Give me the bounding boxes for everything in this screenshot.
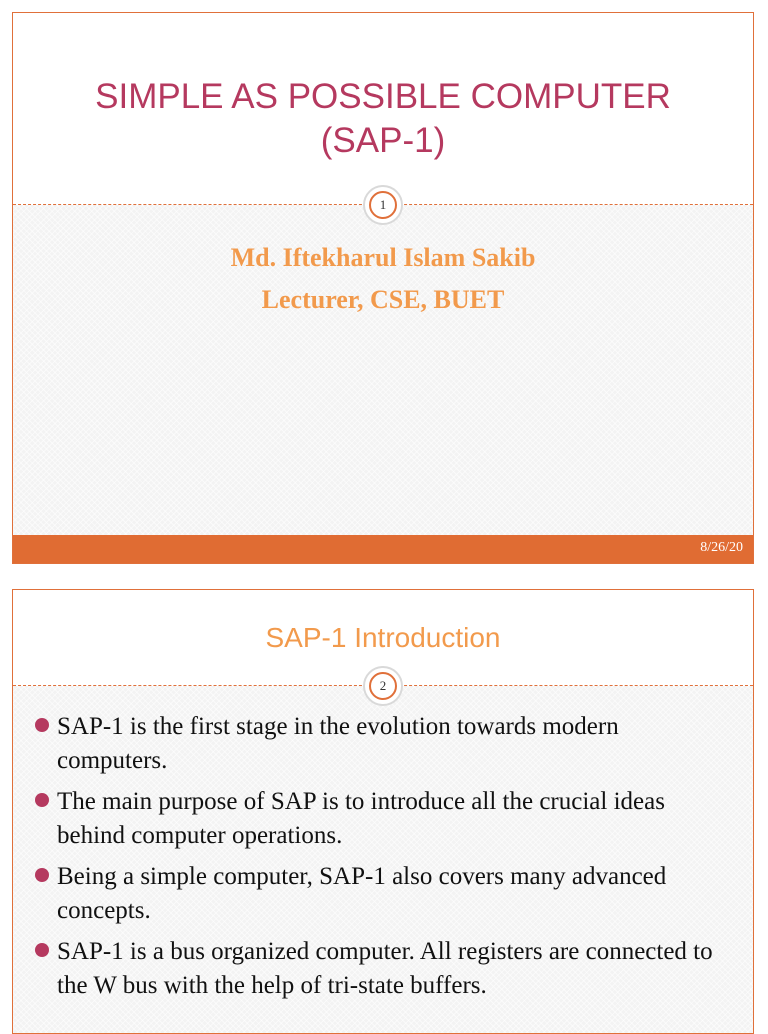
bullet-item xyxy=(33,860,733,928)
bullet-text: Being a simple computer, SAP-1 also covers many advanced concepts. xyxy=(57,863,667,924)
slide-number: 1 xyxy=(369,191,397,219)
slide-date: 8/26/20 xyxy=(700,540,743,555)
bullet-dot-icon xyxy=(35,793,49,807)
bullet-text: SAP-1 is the first stage in the evolution towards modern computers. xyxy=(57,713,619,774)
title-line-2: (SAP-1) xyxy=(320,121,446,160)
slide-number: 2 xyxy=(369,672,397,700)
bullet-text: SAP-1 is a bus organized computer. All registers are connected to the W bus with the help of tri-state buffers. xyxy=(57,938,713,999)
bullet-item xyxy=(33,710,733,778)
author-name: Md. Iftekharul Islam Sakib xyxy=(230,243,536,272)
footer-bar xyxy=(13,535,753,563)
bullet-item xyxy=(33,935,733,1003)
bullet-dot-icon xyxy=(35,718,49,732)
bullet-item xyxy=(33,785,733,853)
bullet-dot-icon xyxy=(35,868,49,882)
bullet-list xyxy=(33,710,733,1010)
bullet-text: The main purpose of SAP is to introduce all the crucial ideas behind computer operations. xyxy=(57,788,665,849)
slide-title xyxy=(13,75,753,163)
title-line-1: SIMPLE AS POSSIBLE COMPUTER xyxy=(95,77,671,116)
slide-number-badge xyxy=(363,185,403,225)
bullet-dot-icon xyxy=(35,943,49,957)
slide-1 xyxy=(12,12,754,564)
author-block xyxy=(13,237,753,321)
slide-title: SAP-1 Introduction xyxy=(265,622,501,653)
author-role: Lecturer, CSE, BUET xyxy=(261,285,505,314)
slide-number-badge xyxy=(363,666,403,706)
slide-2 xyxy=(12,589,754,1034)
